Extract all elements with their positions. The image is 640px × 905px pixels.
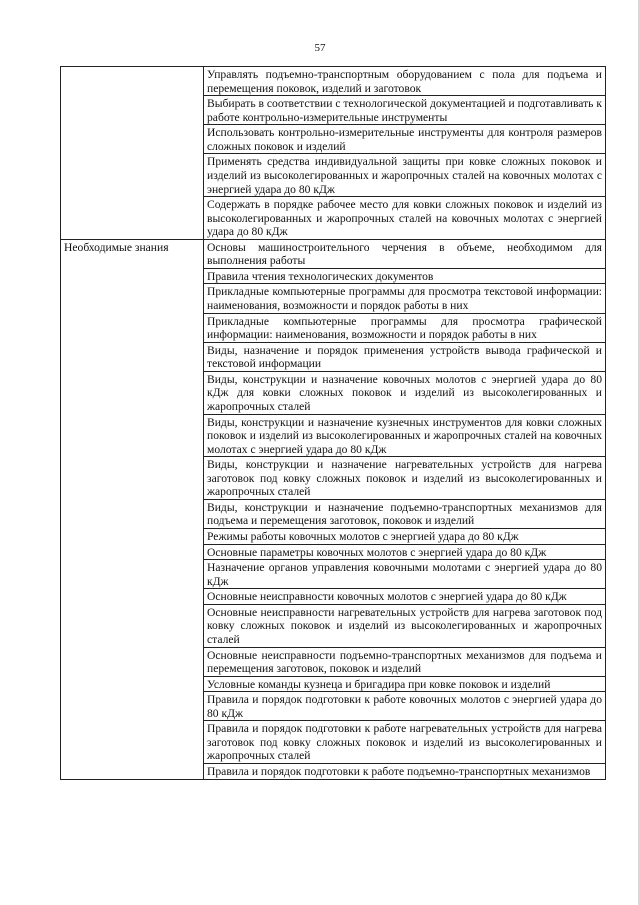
knowledge-item: Основы машиностроительного черчения в объеме, необходимом для выполнения работы [204,239,606,268]
table-row [61,67,606,96]
skill-item: Применять средства индивидуальной защиты при ковке сложных поковок и изделий из высоколегированных и жаропрочных сталей на ковочных молотах с энергией удара до 80 кДж [204,154,606,197]
knowledge-label: Необходимые знания [61,239,204,779]
knowledge-item: Правила и порядок подготовки к работе нагревательных устройств для нагрева заготовок под ковку сложных поковок и изделий из высоколегированных и жаропрочных сталей [204,721,606,764]
knowledge-item: Прикладные компьютерные программы для просмотра графической информации: наименования, возможности и порядок работы в них [204,313,606,342]
knowledge-item: Прикладные компьютерные программы для просмотра текстовой информации: наименования, возможности и порядок работы в них [204,284,606,313]
knowledge-item: Виды, конструкции и назначение подъемно-транспортных механизмов для подъема и перемещения заготовок, поковок и изделий [204,499,606,528]
knowledge-item: Виды, конструкции и назначение нагревательных устройств для нагрева заготовок под ковку сложных поковок и изделий из высоколегированных и жаропрочных сталей [204,457,606,500]
requirements-table [60,66,606,780]
knowledge-item: Основные неисправности подъемно-транспортных механизмов для подъема и перемещения заготовок, поковок и изделий [204,647,606,676]
knowledge-item: Виды, конструкции и назначение кузнечных инструментов для ковки сложных поковок и изделий из высоколегированных и жаропрочных сталей на ковочных молотах с энергией удара до 80 кДж [204,414,606,457]
knowledge-item: Режимы работы ковочных молотов с энергией удара до 80 кДж [204,529,606,545]
knowledge-item: Виды, конструкции и назначение ковочных молотов с энергией удара до 80 кДж для ковки сложных поковок и изделий из высоколегированных и жаропрочных сталей [204,371,606,414]
knowledge-item: Виды, назначение и порядок применения устройств вывода графической и текстовой информации [204,342,606,371]
knowledge-item: Основные неисправности нагревательных устройств для нагрева заготовок под ковку сложных поковок и изделий из высоколегированных и жаропрочных сталей [204,604,606,647]
skill-item: Управлять подъемно-транспортным оборудованием с пола для подъема и перемещения поковок, изделий и заготовок [204,67,606,96]
skill-item: Выбирать в соответствии с технологической документацией и подготавливать к работе контрольно-измерительные инструменты [204,96,606,125]
knowledge-item: Условные команды кузнеца и бригадира при ковке поковок и изделий [204,676,606,692]
knowledge-item: Основные неисправности ковочных молотов с энергией удара до 80 кДж [204,589,606,605]
table-row [61,239,606,268]
page-number: 57 [314,42,326,54]
knowledge-item: Правила и порядок подготовки к работе подъемно-транспортных механизмов [204,764,606,780]
knowledge-item: Назначение органов управления ковочными молотами с энергией удара до 80 кДж [204,560,606,589]
skill-item: Использовать контрольно-измерительные инструменты для контроля размеров сложных поковок и изделий [204,125,606,154]
knowledge-item: Основные параметры ковочных молотов с энергией удара до 80 кДж [204,544,606,560]
knowledge-item: Правила и порядок подготовки к работе ковочных молотов с энергией удара до 80 кДж [204,692,606,721]
skill-item: Содержать в порядке рабочее место для ковки сложных поковок и изделий из высоколегированных и жаропрочных сталей на ковочных молотах с энергией удара до 80 кДж [204,197,606,240]
knowledge-item: Правила чтения технологических документов [204,268,606,284]
empty-label-cell [61,67,204,240]
